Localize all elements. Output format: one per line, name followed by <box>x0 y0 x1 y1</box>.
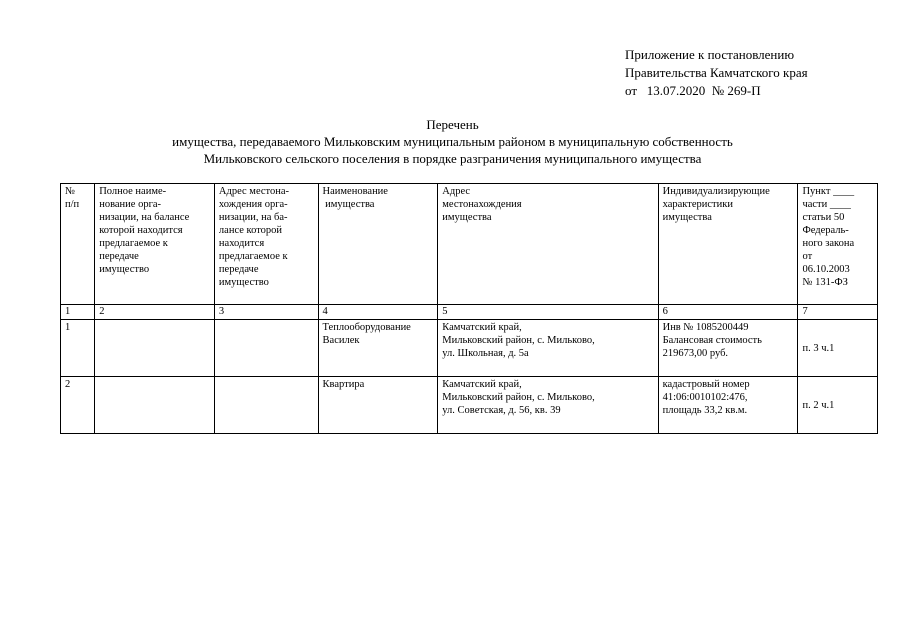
title-line-3: Мильковского сельского поселения в порядке разграничения муниципального имущества <box>203 151 702 166</box>
document-title <box>0 116 905 167</box>
org-address-cell <box>214 320 318 377</box>
header-num: № п/п <box>61 184 95 305</box>
law-clause-cell: п. 3 ч.1 <box>798 320 878 377</box>
characteristics-cell: кадастровый номер 41:06:0010102:476, площадь 33,2 кв.м. <box>658 377 798 434</box>
table-row <box>61 320 878 377</box>
org-name-cell <box>95 320 215 377</box>
law-clause-cell: п. 2 ч.1 <box>798 377 878 434</box>
column-number: 6 <box>658 305 798 320</box>
property-table <box>60 183 878 434</box>
property-name-cell: Квартира <box>318 377 438 434</box>
column-number: 1 <box>61 305 95 320</box>
header-org-address: Адрес местона- хождения орга- низации, на ба- лансе которой находится предлагаемое к передаче имущество <box>214 184 318 305</box>
characteristics-cell: Инв № 1085200449 Балансовая стоимость 219673,00 руб. <box>658 320 798 377</box>
column-number: 3 <box>214 305 318 320</box>
title-line-2: имущества, передаваемого Мильковским муниципальным районом в муниципальную собственность <box>172 134 733 149</box>
column-number: 7 <box>798 305 878 320</box>
column-number: 5 <box>438 305 658 320</box>
property-address-cell: Камчатский край, Мильковский район, с. Мильково, ул. Школьная, д. 5а <box>438 320 658 377</box>
header-property-address: Адрес местонахождения имущества <box>438 184 658 305</box>
appendix-block <box>625 46 808 100</box>
header-row <box>61 184 878 305</box>
org-name-cell <box>95 377 215 434</box>
header-property-name: Наименование имущества <box>318 184 438 305</box>
column-number: 2 <box>95 305 215 320</box>
column-number: 4 <box>318 305 438 320</box>
header-law-clause: Пункт ____ части ____ статьи 50 Федераль- ного закона от 06.10.2003 № 131-ФЗ <box>798 184 878 305</box>
property-address-cell: Камчатский край, Мильковский район, с. Мильково, ул. Советская, д. 56, кв. 39 <box>438 377 658 434</box>
row-number: 2 <box>61 377 95 434</box>
appendix-line-2: Правительства Камчатского края <box>625 65 808 80</box>
property-name-cell: Теплооборудование Василек <box>318 320 438 377</box>
title-line-1: Перечень <box>426 117 479 132</box>
row-number: 1 <box>61 320 95 377</box>
header-characteristics: Индивидуализирующие характеристики имущества <box>658 184 798 305</box>
org-address-cell <box>214 377 318 434</box>
appendix-line-1: Приложение к постановлению <box>625 47 795 62</box>
table-row <box>61 377 878 434</box>
appendix-line-3: от 13.07.2020 № 269-П <box>625 83 761 98</box>
column-number-row <box>61 305 878 320</box>
header-org-name: Полное наиме- нование орга- низации, на балансе которой находится предлагаемое к передаче имущество <box>95 184 215 305</box>
